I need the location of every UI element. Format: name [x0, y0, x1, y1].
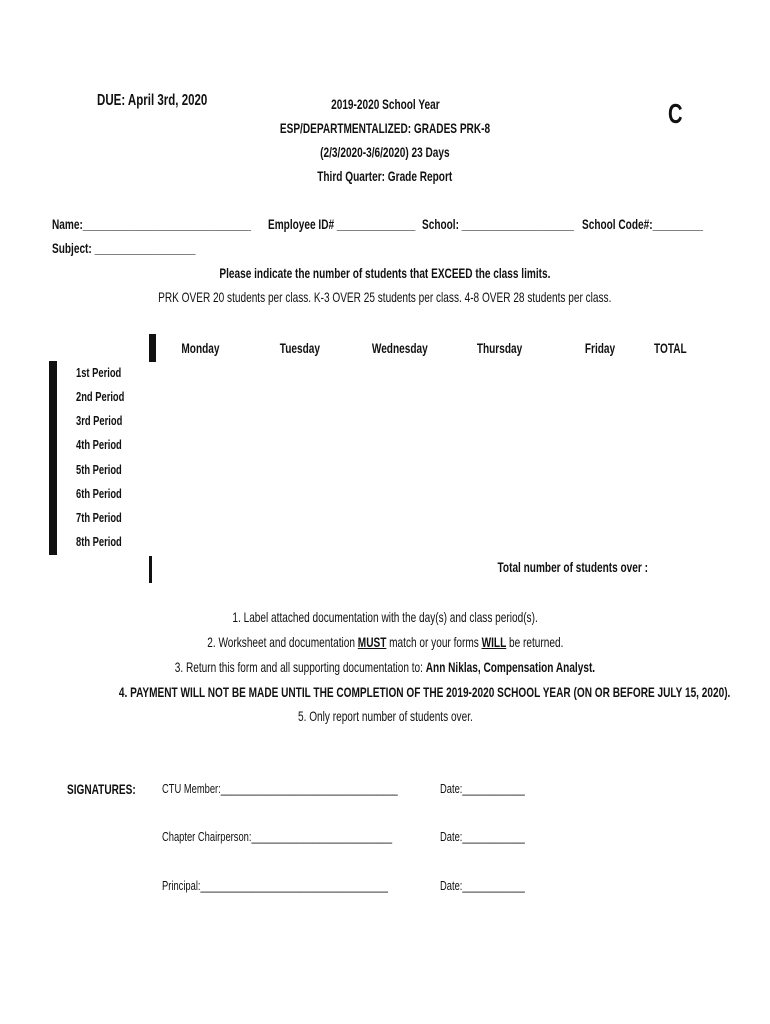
instruction-main: Please indicate the number of students that EXCEED the class limits. [219, 265, 551, 281]
date-range: (2/3/2020-3/6/2020) 23 Days [320, 144, 450, 160]
column-wednesday: Wednesday [372, 340, 428, 356]
total-label: Total number of students over : [497, 559, 648, 575]
form-letter: C [668, 98, 683, 129]
row-label-period-5: 5th Period [76, 462, 122, 477]
school-field[interactable]: School: ____________________ [422, 216, 574, 232]
note-4: 4. PAYMENT WILL NOT BE MADE UNTIL THE COMPLETION OF THE 2019-2020 SCHOOL YEAR (ON OR BEFORE JULY 15, 2020). [118, 684, 731, 700]
name-field[interactable]: Name:______________________________ [52, 216, 252, 232]
row-label-period-8: 8th Period [76, 534, 122, 549]
signatures-label: SIGNATURES: [67, 781, 136, 797]
due-date: DUE: April 3rd, 2020 [97, 92, 208, 109]
row-label-period-3: 3rd Period [76, 413, 123, 428]
note-1: 1. Label attached documentation with the day(s) and class period(s). [232, 609, 538, 625]
column-thursday: Thursday [477, 340, 523, 356]
row-label-period-1: 1st Period [76, 365, 122, 380]
column-friday: Friday [584, 340, 616, 356]
column-total: TOTAL [654, 340, 687, 356]
instruction-limits: PRK OVER 20 students per class. K-3 OVER 25 students per class. 4-8 OVER 28 students per class. [158, 289, 612, 305]
school-code-field[interactable]: School Code#:_________ [582, 216, 704, 232]
report-title: Third Quarter: Grade Report [317, 168, 453, 184]
note-3: 3. Return this form and all supporting documentation to: Ann Niklas, Compensation Analyst. [174, 659, 596, 675]
employee-id-field[interactable]: Employee ID# ______________ [268, 216, 416, 232]
ctu-member-signature[interactable]: CTU Member:__________________________________ [162, 781, 398, 796]
row-label-period-4: 4th Period [76, 437, 122, 452]
row-label-period-2: 2nd Period [76, 389, 125, 404]
subject-field[interactable]: Subject: __________________ [52, 240, 196, 256]
note-5: 5. Only report number of students over. [297, 708, 473, 724]
school-year: 2019-2020 School Year [330, 96, 440, 112]
column-monday: Monday [180, 340, 220, 356]
ctu-date-field[interactable]: Date:____________ [440, 781, 525, 796]
row-label-period-7: 7th Period [76, 510, 122, 525]
department: ESP/DEPARTMENTALIZED: GRADES PRK-8 [279, 120, 491, 136]
row-label-period-6: 6th Period [76, 486, 122, 501]
chapter-chair-signature[interactable]: Chapter Chairperson:___________________________ [162, 829, 393, 844]
chair-date-field[interactable]: Date:____________ [440, 829, 525, 844]
principal-signature[interactable]: Principal:____________________________________ [162, 878, 388, 893]
note-2: 2. Worksheet and documentation MUST match or your forms WILL be returned. [206, 634, 564, 650]
column-tuesday: Tuesday [279, 340, 321, 356]
principal-date-field[interactable]: Date:____________ [440, 878, 525, 893]
